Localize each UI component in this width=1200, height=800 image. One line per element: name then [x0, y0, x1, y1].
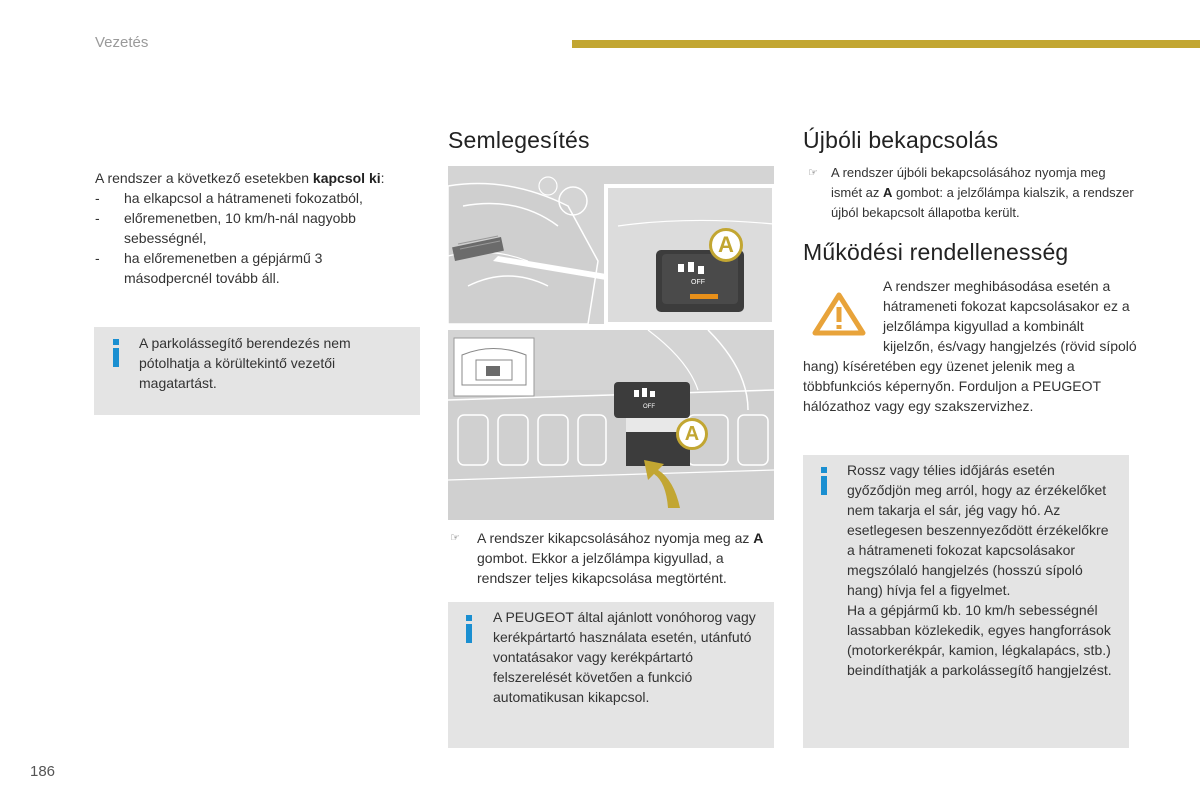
info-text: A PEUGEOT által ajánlott vonóhorog vagy kerékpártartó használata esetén, utánfutó vontatásakor vagy kerékpártartó felszerelését követően a funkció automatikusan kikapcsol.: [493, 609, 756, 705]
page-number: 186: [30, 763, 56, 780]
intro-bold: kapcsol ki: [312, 170, 381, 186]
deactivate-instruction: A rendszer kikapcsolásához nyomja meg az A gombot. Ekkor a jelzőlámpa kigyullad, a rendszer teljes kikapcsolása megtörtént.: [477, 530, 764, 586]
info-box-middle: [448, 602, 774, 748]
info-box-left: [94, 327, 420, 415]
info-text: Rossz vagy télies időjárás esetén győződjön meg arról, hogy az érzékelőket nem takarja el sár, jég vagy hó. Az esetlegesen beszennyeződött érzékelőkre a hátrameneti fokozat kapcsolásakor megszólaló hangjelzés (hosszú sípoló hang) hívja fel a figyelmet. Ha a gépjármű kb. 10 km/h sebességnél lassabban közlekedik, egyes hangforrások (motorkerékpár, kamion, légkalapács, stb.) beindíthatják a parkolássegítő hangjelzést.: [847, 462, 1112, 678]
callout-a-badge: A: [676, 418, 708, 450]
malfunction-text: A rendszer meghibásodása esetén a hátrameneti fokozat kapcsolásakor ez a jelzőlámpa kigyullad a kombinált kijelzőn, és/vagy hangjelzés (rövid sípoló hang) kíséretében egy üzenet jelenik meg a többfunkciós képernyőn. Forduljon a PEUGEOT hálózathoz vagy egy szakszervizhez.: [803, 278, 1137, 414]
intro-pre: A rendszer a következő esetekben: [95, 170, 313, 186]
shutdown-conditions-list: [95, 188, 425, 288]
svg-text:OFF: OFF: [691, 279, 705, 286]
console-drawing: [448, 330, 774, 520]
left-column: [95, 168, 425, 288]
malfunction-text-wrap: [803, 276, 1138, 416]
title-malfunction: Működési rendellenesség: [803, 239, 1069, 265]
dashboard-illustration-bottom: [448, 330, 774, 520]
intro-text: [95, 168, 425, 188]
title-reactivation: Újbóli bekapcsolás: [803, 127, 999, 153]
reactivate-instruction: A rendszer újbóli bekapcsolásához nyomja meg ismét az A gombot: a jelzőlámpa kialszik, a rendszer újból bekapcsolt állapotba került.: [831, 165, 1134, 220]
callout-a-badge: A: [709, 228, 743, 262]
list-item: - ha elkapcsol a hátrameneti fokozatból,: [95, 190, 363, 206]
arrow-bullet-icon: ☞: [808, 167, 818, 179]
intro-post: :: [380, 170, 385, 186]
info-text: A parkolássegítő berendezés nem pótolhatja a körültekintő vezetői magatartást.: [139, 335, 351, 391]
dashboard-illustration-top: [448, 166, 774, 324]
list-item: - ha előremenetben a gépjármű 3 másodpercnél tovább áll.: [95, 250, 323, 286]
svg-text:OFF: OFF: [643, 404, 655, 410]
header-accent-bar: [572, 40, 1200, 48]
info-box-right: [803, 455, 1129, 748]
title-neutralization: Semlegesítés: [448, 127, 590, 153]
arrow-bullet-icon: ☞: [450, 532, 460, 544]
section-label: Vezetés: [95, 34, 149, 51]
list-item: - előremenetben, 10 km/h-nál nagyobb sebességnél,: [95, 210, 356, 246]
